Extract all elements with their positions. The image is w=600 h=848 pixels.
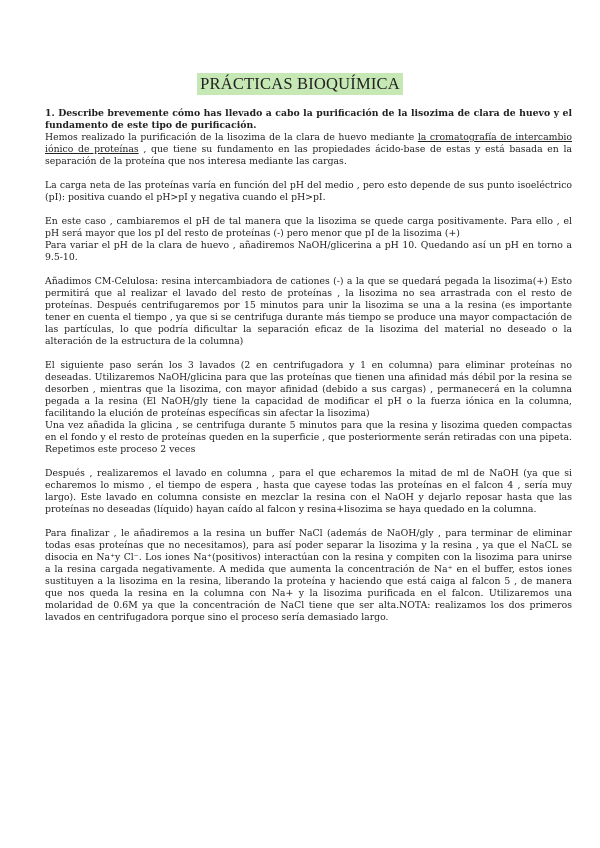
paragraph-final-buffer: Para finalizar , le añadiremos a la resina un buffer NaCl (además de NaOH/gly , para terminar de eliminar todas esas proteínas que no necesitamos), para así poder separar la lisozima y la resina , ya que el NaCL se disocia en Na⁺y Cl⁻. Los iones Na⁺(positivos) interactúan con la resina y compiten con la lisozima para unirse a la resina cargada negativamente. A medida que aumenta la concentración de Na⁺ en el buffer, estos iones sustituyen a la lisozima en la resina, liberando la proteína y haciendo que está caiga al falcon 5 , de manera que nos queda la resina en la columna con Na+ y la lisozima purificada en el falcon. Utilizaremos una molaridad de 0.6M ya que la concentración de NaCl tiene que ser alta.NOTA: realizamos los dos primeros lavados en centrifugadora porque sino el proceso sería demasiado largo. [45,527,572,624]
paragraph-column-wash: Después , realizaremos el lavado en columna , para el que echaremos la mitad de ml de NaOH (ya que si echaremos lo mismo , el tiempo de espera , hasta que cayese todas las proteínas en el falcon 4 , sería muy largo). Este lavado en columna consiste en mezclar la resina con el NaOH y dejarlo reposar hasta que las proteínas no deseadas (líquido) hayan caído al falcon y resina+lisozima se haya quedado en la columna. [45,467,572,516]
paragraph-intro [45,132,572,168]
washes-text-2: Una vez añadida la glicina , se centrifuga durante 5 minutos para que la resina y lisozima queden compactas en el fondo y el resto de proteínas queden en la superficie , que posteriormente serán retiradas con una pipeta. Repetimos este proceso 2 veces [45,420,572,456]
intro-text-end: , que tiene su fundamento en las propiedades ácido-base de estas y está basada en la separación de la proteína que nos interesa mediante las cargas. [45,144,572,168]
intro-underlined-term: la cromatografía de intercambio iónico de proteínas [45,132,572,156]
washes-text-1: El siguiente paso serán los 3 lavados (2 en centrifugadora y 1 en columna) para eliminar proteínas no deseadas. Utilizaremos NaOH/glicina para que las proteínas que tienen una afinidad más débil por la resina se desorben , mientras que la lisozima, con mayor afinidad (debido a sus cargas) , permanecerá en la columna pegada a la resina (El NaOH/gly tiene la capacidad de modificar el pH o la fuerza iónica en la columna, facilitando la elución de proteínas específicas sin afectar la lisozima) [45,359,572,419]
title-wrap [0,73,600,95]
paragraph-net-charge: La carga neta de las proteínas varía en función del pH del medio , pero esto depende de sus punto isoeléctrico (pI): positiva cuando el pH>pI y negativa cuando el pH>pI. [45,179,572,204]
document-body [45,108,572,636]
ph-change-line-1: En este caso , cambiaremos el pH de tal manera que la lisozima se quede carga positivamente. Para ello , el pH será mayor que los pI del resto de proteínas (-) pero menor que pI de la lisozima (+) [45,215,572,239]
ph-change-line-2: Para variar el pH de la clara de huevo , añadiremos NaOH/glicerina a pH 10. Quedando así un pH en torno a 9.5-10. [45,239,572,263]
page-title: PRÁCTICAS BIOQUÍMICA [197,73,403,95]
intro-text-start: Hemos realizado la purificación de la lisozima de la clara de huevo mediante [45,132,418,144]
question-heading: 1. Describe brevemente cómo has llevado a cabo la purificación de la lisozima de clara de huevo y el fundamento de este tipo de purificación. [45,108,572,132]
paragraph-cm-cellulose: Añadimos CM-Celulosa: resina intercambiadora de cationes (-) a la que se quedará pegada la lisozima(+) Esto permitirá que al realizar el lavado del resto de proteínas , la lisozima no sea arrastrada con el resto de proteínas. Después centrifugaremos por 15 minutos para unir la lisozima se una a la resina (es importante tener en cuenta el tiempo , ya que si se centrifuga durante más tiempo se produce una mayor compactación de las partículas, lo que podría dificultar la separación eficaz de la lisozima del material no deseado o la alteración de la estructura de la columna) [45,275,572,347]
paragraph-washes [45,360,572,457]
paragraph-ph-change [45,216,572,264]
